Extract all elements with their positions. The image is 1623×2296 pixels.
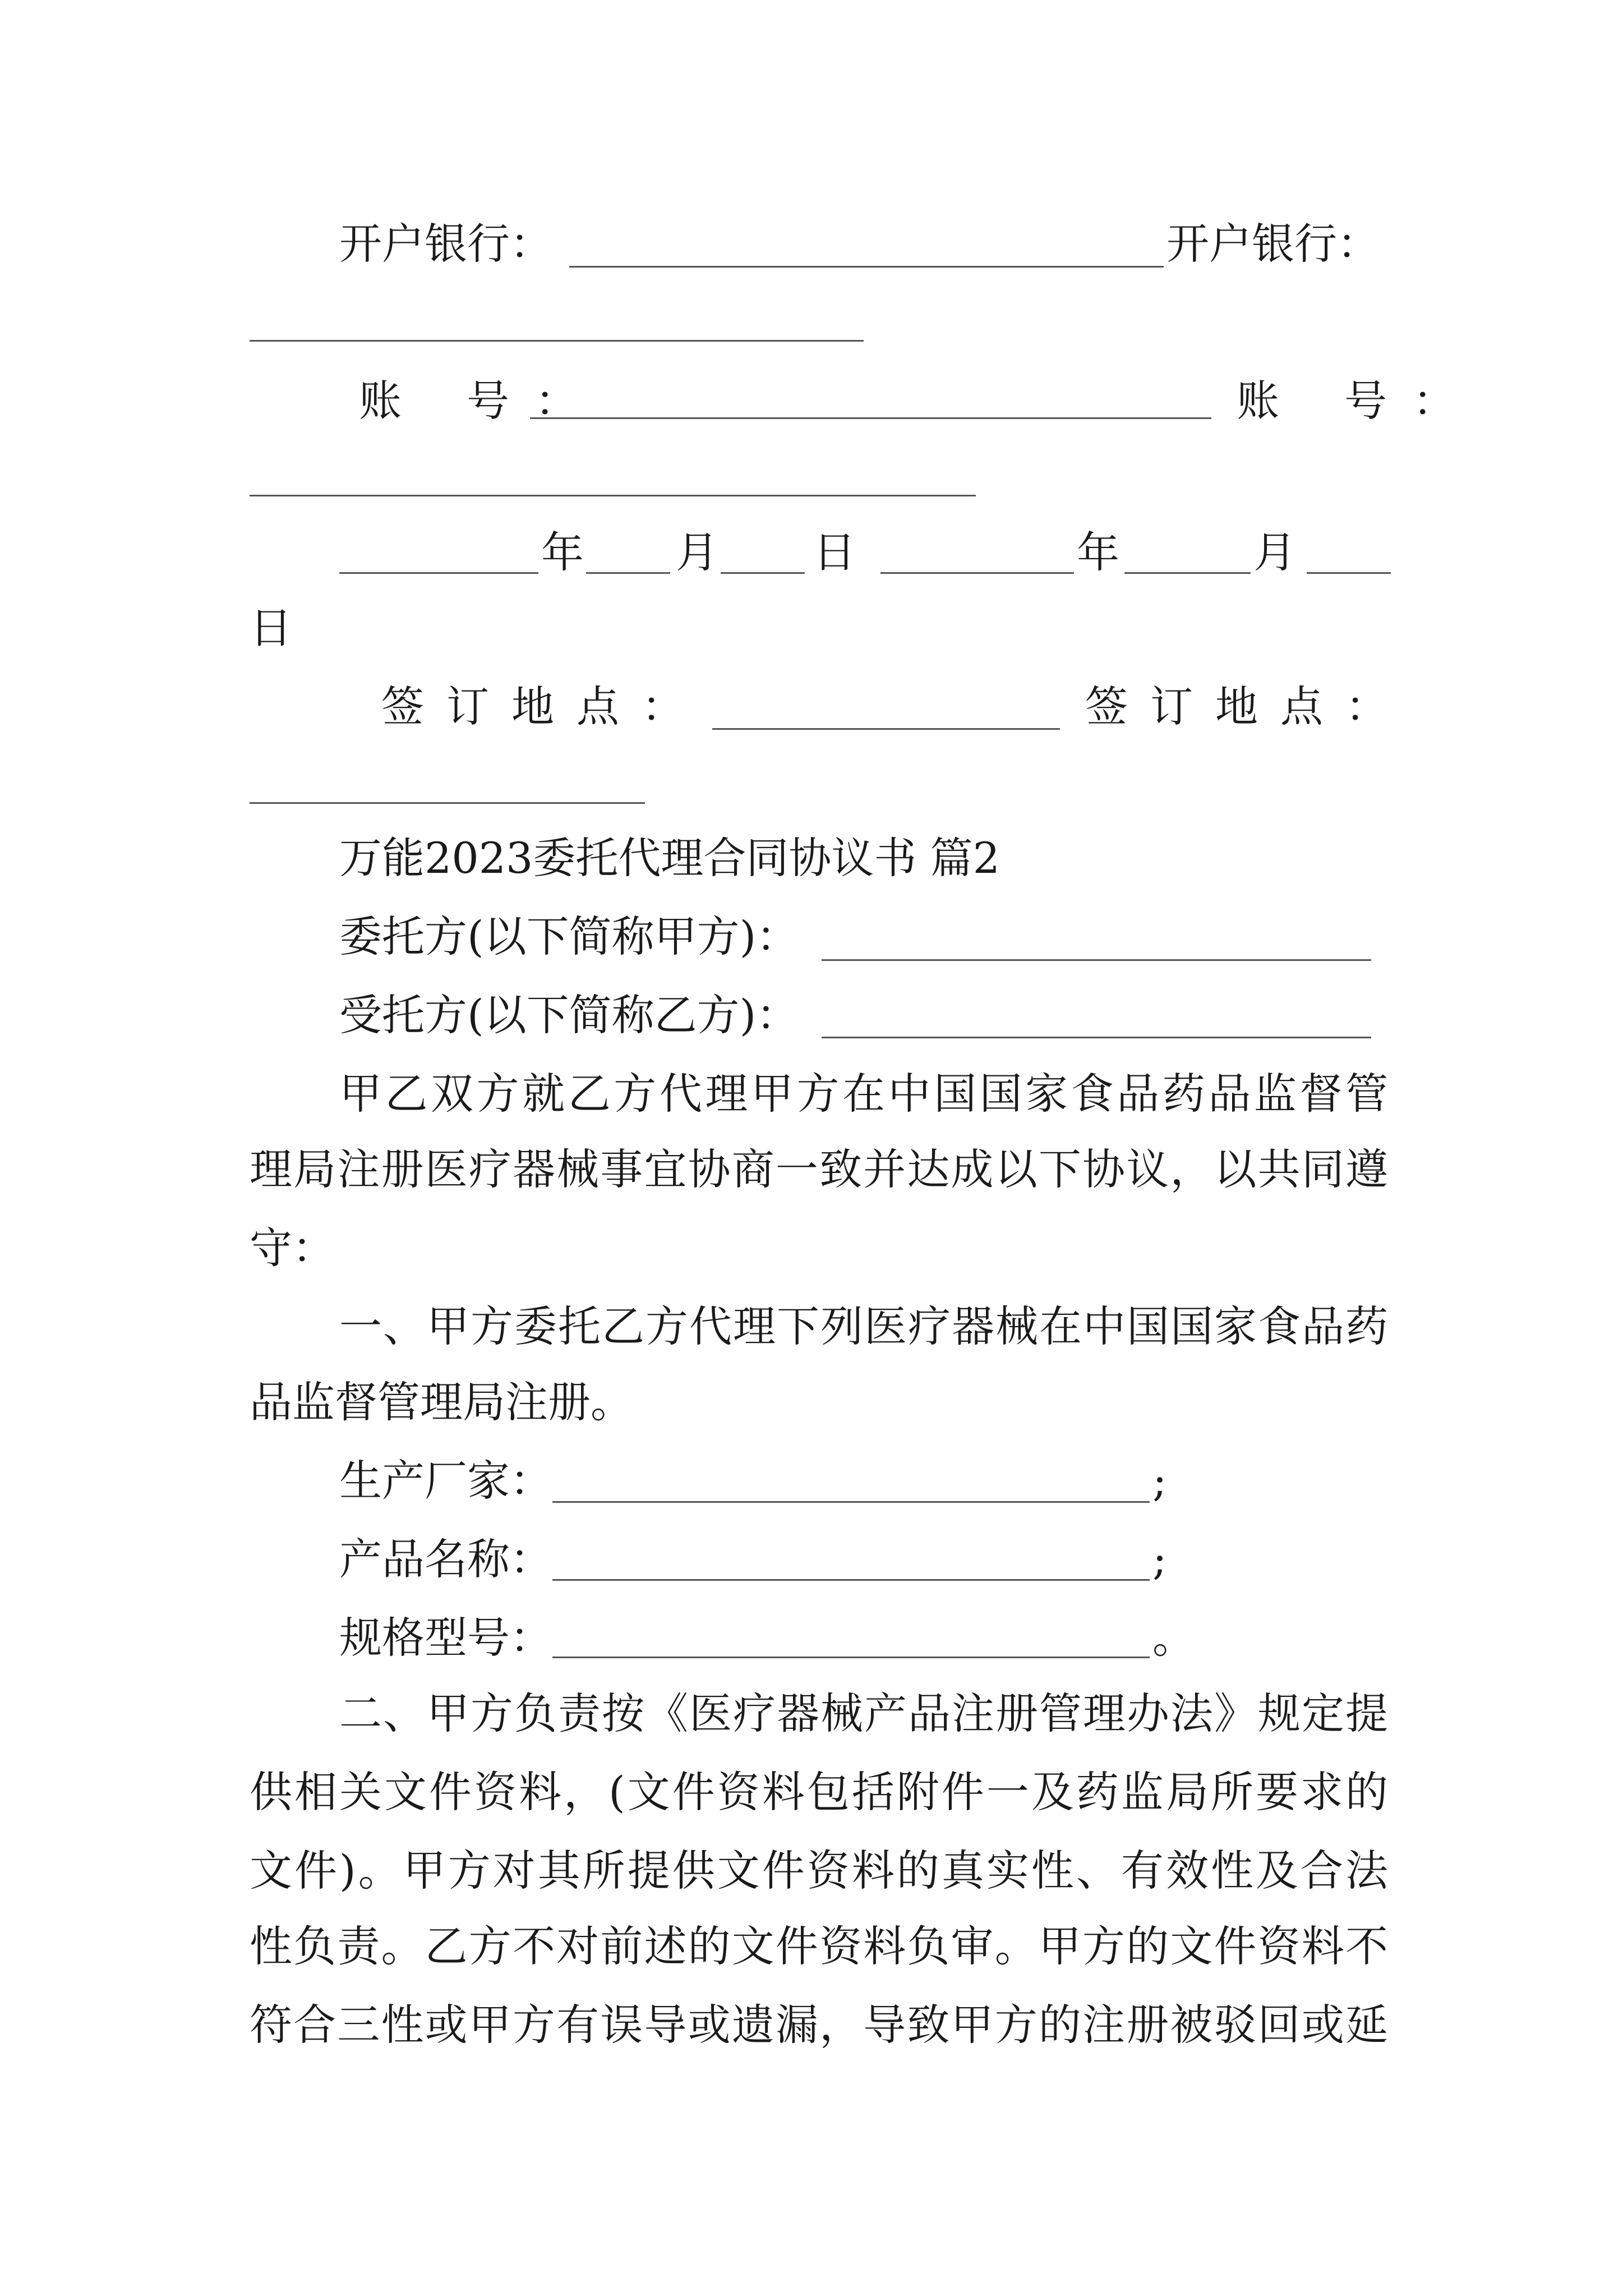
year-char-2: 年 — [1077, 527, 1119, 577]
year-blank-2[interactable] — [880, 572, 1074, 574]
model-blank[interactable] — [552, 1657, 1150, 1658]
intro-line-1: 甲乙双方就乙方代理甲方在中国国家食品药品监督管 — [339, 1069, 1388, 1119]
month-blank-2[interactable] — [1124, 572, 1251, 574]
clause2-line-5: 符合三性或甲方有误导或遗漏，导致甲方的注册被驳回或延 — [250, 2000, 1388, 2050]
day-char-1: 日 — [813, 527, 856, 577]
year-char-1: 年 — [541, 527, 584, 577]
clause1-line-1: 一、甲方委托乙方代理下列医疗器械在中国国家食品药 — [339, 1301, 1388, 1351]
clause2-line-3: 文件)。甲方对其所提供文件资料的真实性、有效性及合法 — [250, 1846, 1388, 1895]
manufacturer-end: ; — [1152, 1456, 1167, 1506]
month-char-2: 月 — [1253, 527, 1296, 577]
place-blank-right[interactable] — [250, 802, 645, 804]
product-blank[interactable] — [552, 1579, 1150, 1581]
account-label-left: 账 号： — [359, 376, 604, 426]
bank-label-right: 开户银行： — [1166, 219, 1380, 269]
clause2-line-4: 性负责。乙方不对前述的文件资料负审。甲方的文件资料不 — [250, 1921, 1388, 1971]
account-blank-right[interactable] — [250, 495, 976, 496]
agent-label: 受托方(以下简称乙方)： — [339, 990, 799, 1040]
bank-label-left: 开户银行： — [339, 219, 552, 269]
day-blank-1[interactable] — [721, 572, 805, 574]
section-title: 万能2023委托代理合同协议书 篇2 — [339, 833, 1000, 883]
place-blank-left[interactable] — [712, 728, 1060, 730]
place-label-left: 签订地点： — [381, 682, 707, 731]
place-label-right: 签订地点： — [1085, 682, 1410, 731]
month-blank-1[interactable] — [586, 572, 670, 574]
day-char-2: 日 — [250, 603, 292, 653]
client-blank[interactable] — [822, 959, 1371, 961]
clause1-line-2: 品监督管理局注册。 — [250, 1377, 633, 1427]
client-label: 委托方(以下简称甲方)： — [339, 912, 799, 961]
product-end: ; — [1152, 1534, 1167, 1584]
agent-blank[interactable] — [822, 1037, 1371, 1038]
month-char-1: 月 — [676, 527, 718, 577]
day-blank-2[interactable] — [1307, 572, 1391, 574]
manufacturer-label: 生产厂家： — [339, 1456, 552, 1506]
bank-blank-right[interactable] — [250, 340, 864, 342]
intro-line-2: 理局注册医疗器械事宜协商一致并达成以下协议，以共同遵 — [250, 1144, 1388, 1194]
clause2-line-2: 供相关文件资料，(文件资料包括附件一及药监局所要求的 — [250, 1767, 1388, 1817]
account-blank-left[interactable] — [530, 417, 1211, 419]
model-end: 。 — [1152, 1613, 1195, 1663]
clause2-line-1: 二、甲方负责按《医疗器械产品注册管理办法》规定提 — [339, 1688, 1388, 1738]
model-label: 规格型号： — [339, 1613, 552, 1663]
intro-line-3: 守： — [250, 1223, 335, 1273]
product-label: 产品名称： — [339, 1534, 552, 1584]
manufacturer-blank[interactable] — [552, 1501, 1150, 1503]
year-blank-1[interactable] — [339, 572, 538, 574]
bank-blank-left[interactable] — [569, 266, 1164, 268]
account-label-right: 账 号： — [1237, 376, 1482, 426]
